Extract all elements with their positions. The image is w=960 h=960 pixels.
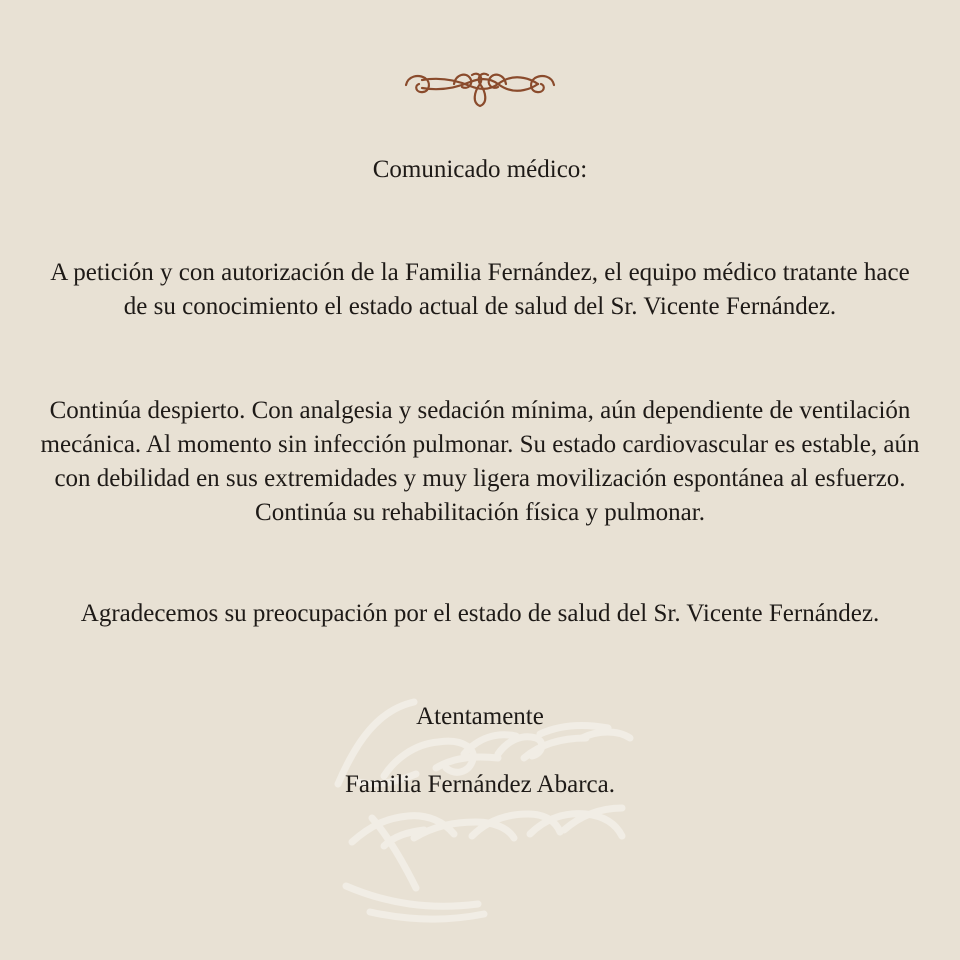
paragraph-status: Continúa despierto. Con analgesia y sedación mínima, aún dependiente de ventilación mecánica. Al momento sin infección pulmonar. Su estado cardiovascular es estable, aún con debilidad en sus extremidades y muy ligera movilización espontánea al esfuerzo. Continúa su rehabilitación física y pulmonar. bbox=[40, 397, 920, 526]
page-title: Comunicado médico: bbox=[372, 156, 588, 183]
closing-text: Atentamente bbox=[416, 703, 544, 730]
paragraph-intro: A petición y con autorización de la Familia Fernández, el equipo médico tratante hace de su conocimiento el estado actual de salud del Sr. Vicente Fernández. bbox=[50, 259, 910, 320]
paragraph-thanks: Agradecemos su preocupación por el estado de salud del Sr. Vicente Fernández. bbox=[80, 600, 880, 627]
flourish-ornament-icon bbox=[398, 64, 562, 112]
signature-text: Familia Fernández Abarca. bbox=[344, 771, 616, 798]
